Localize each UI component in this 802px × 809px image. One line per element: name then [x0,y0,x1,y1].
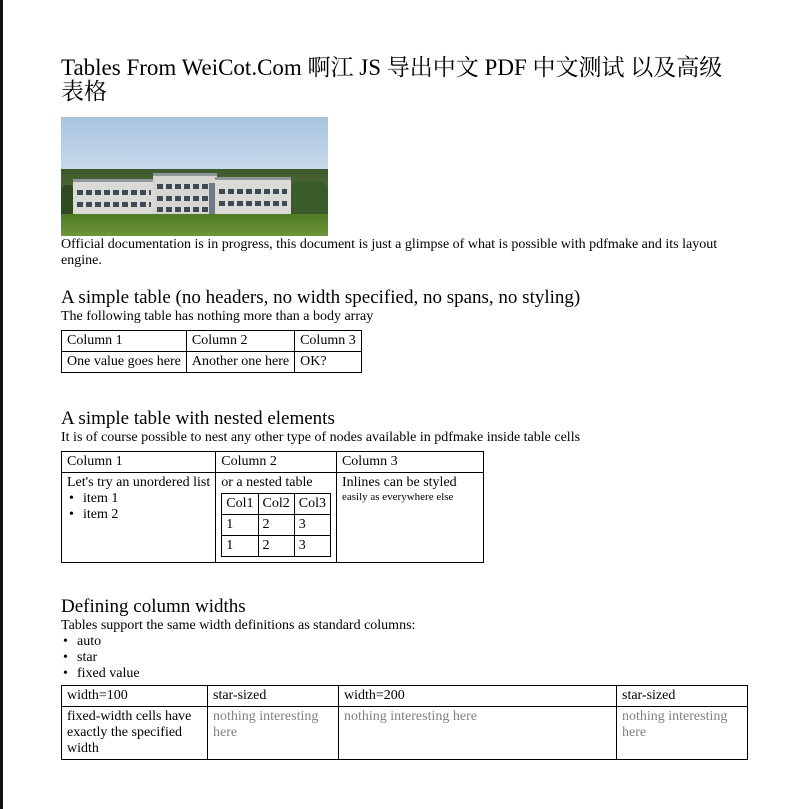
styled-inline-cell [336,473,483,563]
table-cell: Column 3 [295,331,362,352]
section-subtitle: Tables support the same width definitions as standard columns: [61,618,416,633]
table-cell: Col2 [258,494,294,515]
table-header-cell: Column 2 [216,452,337,473]
width-types-list [61,634,751,682]
cell-text: or a nested table [221,475,313,490]
table-cell: nothing interesting here [339,707,617,760]
table-cell: nothing interesting here [617,707,748,760]
table-cell: Column 2 [186,331,294,352]
table-cell: 1 [222,536,258,557]
unordered-list [67,491,210,523]
nested-table-cell [216,473,337,563]
intro-paragraph: Official documentation is in progress, this document is just a glimpse of what is possible with pdfmake and its layout engine. [61,237,718,268]
list-cell [62,473,216,563]
table-row [62,707,748,760]
table-header-cell: Column 3 [336,452,483,473]
table-row [222,536,331,557]
table-header-cell: star-sized [617,686,748,707]
table-cell: fixed-width cells have exactly the specified width [62,707,208,760]
table-cell: 2 [258,536,294,557]
list-item: • item 1 [67,491,210,507]
simple-table [61,330,362,373]
cell-text: Inlines can be styled [341,475,457,490]
building-photo [61,117,328,236]
table-row [222,494,331,515]
table-row [62,473,484,563]
document-title: Tables From WeiCot.Com 啊江 JS 导出中文 PDF 中文测试 以及高级表格 [61,55,723,104]
list-item: • fixed value [61,666,751,682]
nested-elements-table [61,451,484,563]
section-heading-nested-table: A simple table with nested elements [61,408,335,429]
page-content [61,56,751,760]
section-subtitle: The following table has nothing more than a body array [61,309,374,324]
table-cell: One value goes here [62,352,187,373]
table-cell: 3 [294,515,330,536]
table-header-cell: width=100 [62,686,208,707]
table-cell: Col1 [222,494,258,515]
table-header-row [62,686,748,707]
list-item: • auto [61,634,751,650]
table-cell: OK? [295,352,362,373]
table-cell: 2 [258,515,294,536]
section-heading-column-widths: Defining column widths [61,596,246,617]
table-cell: 3 [294,536,330,557]
column-widths-table [61,685,748,760]
table-cell: nothing interesting here [208,707,339,760]
table-header-cell: Column 1 [62,452,216,473]
table-cell: Column 1 [62,331,187,352]
nested-table [221,493,331,557]
table-cell: Another one here [186,352,294,373]
section-heading-simple-table: A simple table (no headers, no width specified, no spans, no styling) [61,287,581,308]
table-header-cell: star-sized [208,686,339,707]
small-inline-text: easily as everywhere else [341,491,454,503]
list-item: • item 2 [67,507,210,523]
section-subtitle: It is of course possible to nest any other type of nodes available in pdfmake inside table cells [61,430,581,445]
cell-text: Let's try an unordered list [67,475,211,490]
list-item: • star [61,650,751,666]
table-header-cell: width=200 [339,686,617,707]
table-cell: Col3 [294,494,330,515]
table-row [222,515,331,536]
table-row [62,331,362,352]
table-header-row [62,452,484,473]
table-cell: 1 [222,515,258,536]
table-row [62,352,362,373]
